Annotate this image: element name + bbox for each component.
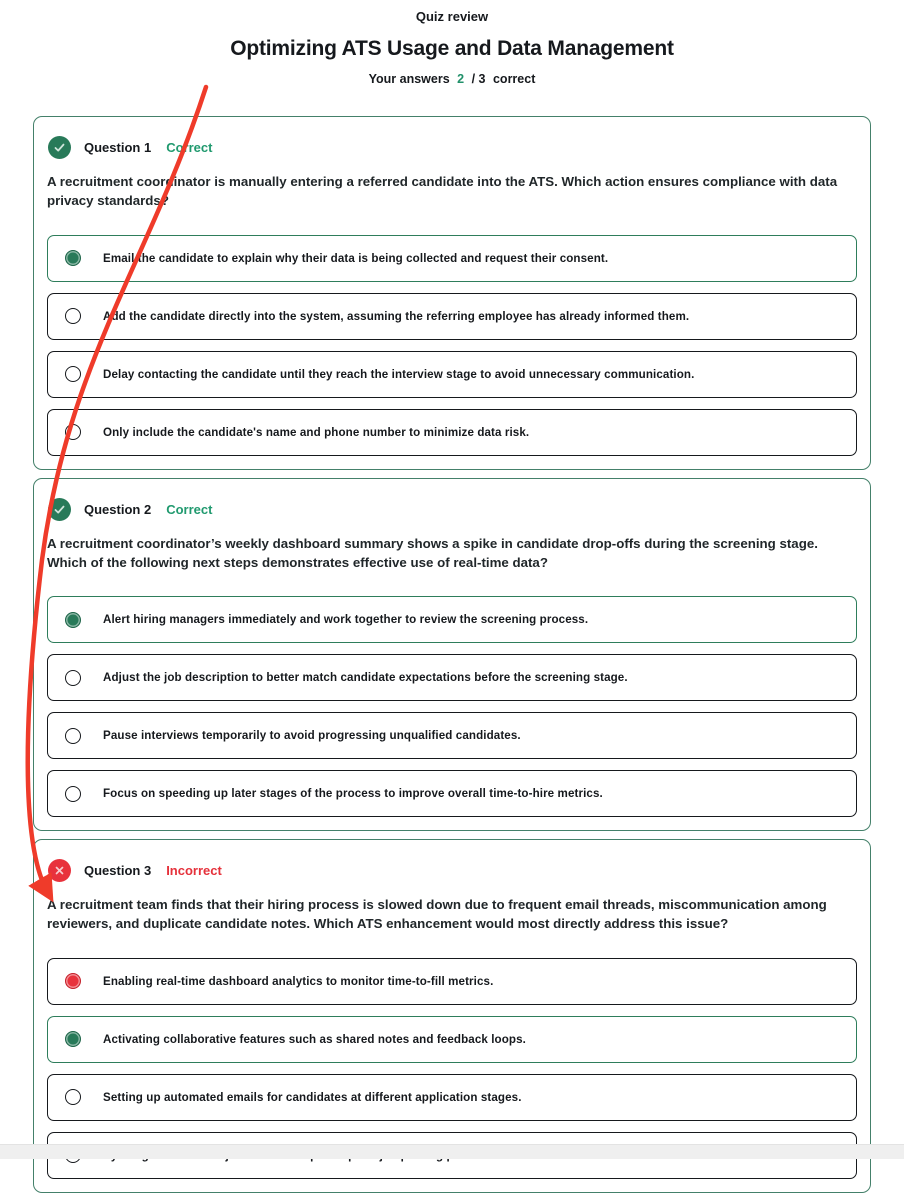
answer-option-label: Setting up automated emails for candidates at different application stages. — [103, 1090, 522, 1104]
check-icon — [48, 136, 71, 159]
answer-option[interactable] — [47, 654, 857, 701]
x-icon — [48, 859, 71, 882]
question-2-label: Question 2 — [84, 501, 152, 517]
answer-option[interactable] — [47, 958, 857, 1005]
question-1-header — [47, 136, 857, 159]
answer-option-label: Activating collaborative features such as shared notes and feedback loops. — [103, 1032, 526, 1046]
radio-selected-icon[interactable] — [65, 1031, 81, 1047]
radio-unselected-icon[interactable] — [65, 670, 81, 686]
answer-option-label: Email the candidate to explain why their data is being collected and request their consent. — [103, 251, 609, 265]
check-icon — [48, 498, 71, 521]
radio-unselected-icon[interactable] — [65, 424, 81, 440]
answer-option[interactable] — [47, 596, 857, 643]
answer-option[interactable] — [47, 770, 857, 817]
score-prefix: Your answers — [368, 72, 450, 86]
question-3-status-badge: Incorrect — [166, 863, 222, 879]
answer-option[interactable] — [47, 351, 857, 398]
question-card-2 — [33, 478, 871, 832]
question-1-label: Question 1 — [84, 140, 152, 155]
answer-option-label: Focus on speeding up later stages of the process to improve overall time-to-hire metrics. — [103, 787, 603, 801]
radio-selected-icon[interactable] — [65, 612, 81, 628]
question-1-options — [47, 235, 857, 456]
question-1-status-badge: Correct — [166, 140, 213, 155]
answer-option-label: Alert hiring managers immediately and work together to review the screening process. — [103, 613, 589, 627]
score-correct-count: 2 — [457, 72, 465, 86]
answer-option[interactable] — [47, 293, 857, 340]
question-3-label: Question 3 — [84, 863, 152, 879]
question-3-text: A recruitment team finds that their hiring process is slowed down due to frequent email threads, miscommunication among reviewers, and duplicate candidate notes. Which ATS enhancement would most directly address this issue? — [47, 897, 827, 932]
question-3-header — [47, 859, 857, 882]
question-2-header — [47, 498, 857, 521]
radio-selected-icon[interactable] — [65, 973, 81, 989]
answer-option-label: Delay contacting the candidate until they reach the interview stage to avoid unnecessary communication. — [103, 367, 695, 381]
answer-option[interactable] — [47, 409, 857, 456]
answer-option-label: Pause interviews temporarily to avoid progressing unqualified candidates. — [103, 729, 521, 743]
answer-option[interactable] — [47, 1016, 857, 1063]
question-card-3 — [33, 839, 871, 1193]
radio-unselected-icon[interactable] — [65, 1089, 81, 1105]
radio-selected-icon[interactable] — [65, 250, 81, 266]
question-2-status-badge: Correct — [166, 501, 213, 517]
page-title: Optimizing ATS Usage and Data Management — [230, 37, 674, 60]
score-suffix: correct — [492, 72, 536, 86]
answer-option[interactable] — [47, 1074, 857, 1121]
question-cards — [0, 116, 904, 1193]
score-divider: / 3 — [471, 72, 486, 86]
page-eyebrow: Quiz review — [415, 9, 489, 24]
answer-option[interactable] — [47, 235, 857, 282]
radio-unselected-icon[interactable] — [65, 786, 81, 802]
question-card-1 — [33, 116, 871, 470]
answer-option[interactable] — [47, 712, 857, 759]
answer-option-label: Add the candidate directly into the system, assuming the referring employee has already informed them. — [103, 309, 690, 323]
question-2-options — [47, 596, 857, 817]
question-2-text: A recruitment coordinator’s weekly dashboard summary shows a spike in candidate drop-offs during the screening stage. Which of the following next steps demonstrates effective use of real-time data? — [47, 535, 818, 570]
radio-unselected-icon[interactable] — [65, 728, 81, 744]
answer-option-label: Adjust the job description to better match candidate expectations before the screening stage. — [103, 671, 628, 685]
answer-option-label: Only include the candidate's name and phone number to minimize data risk. — [103, 425, 530, 439]
page-header — [0, 0, 904, 86]
answer-option-label: Enabling real-time dashboard analytics to monitor time-to-fill metrics. — [103, 974, 494, 988]
radio-unselected-icon[interactable] — [65, 308, 81, 324]
radio-unselected-icon[interactable] — [65, 366, 81, 382]
question-1-text: A recruitment coordinator is manually entering a referred candidate into the ATS. Which action ensures compliance with data privacy standards? — [47, 174, 838, 209]
score-summary — [0, 72, 904, 86]
footer-strip — [0, 1144, 904, 1159]
